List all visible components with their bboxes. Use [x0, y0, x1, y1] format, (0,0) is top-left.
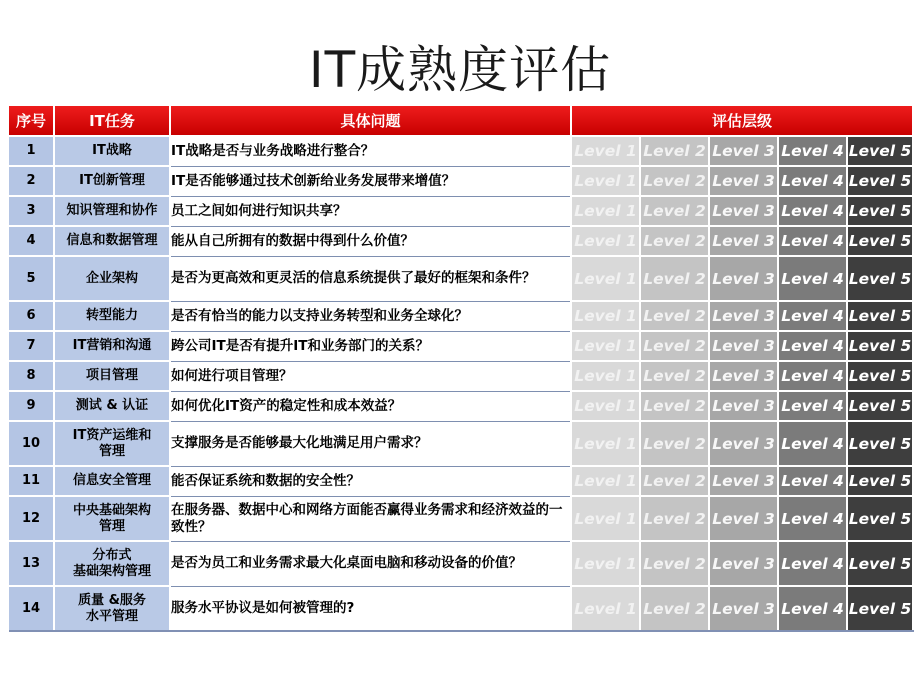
level-4-cell[interactable]: Level 4	[778, 166, 847, 196]
level-3-cell[interactable]: Level 3	[709, 196, 778, 226]
row-number: 14	[9, 586, 54, 631]
level-3-cell[interactable]: Level 3	[709, 421, 778, 466]
level-5-cell[interactable]: Level 5	[847, 331, 913, 361]
level-3-cell[interactable]: Level 3	[709, 541, 778, 586]
row-number: 1	[9, 136, 54, 166]
question: 在服务器、数据中心和网络方面能否赢得业务需求和经济效益的一致性？	[170, 496, 571, 541]
level-4-cell[interactable]: Level 4	[778, 256, 847, 301]
level-3-cell[interactable]: Level 3	[709, 331, 778, 361]
table-row	[9, 421, 913, 466]
it-task: IT创新管理	[54, 166, 170, 196]
level-2-cell[interactable]: Level 2	[640, 541, 709, 586]
it-task: 转型能力	[54, 301, 170, 331]
level-4-cell[interactable]: Level 4	[778, 466, 847, 496]
level-5-cell[interactable]: Level 5	[847, 391, 913, 421]
level-4-cell[interactable]: Level 4	[778, 301, 847, 331]
question: 是否为更高效和更灵活的信息系统提供了最好的框架和条件？	[170, 256, 571, 301]
it-task: 项目管理	[54, 361, 170, 391]
it-task: 质量 &服务 水平管理	[54, 586, 170, 631]
level-5-cell[interactable]: Level 5	[847, 496, 913, 541]
level-5-cell[interactable]: Level 5	[847, 361, 913, 391]
row-number: 4	[9, 226, 54, 256]
level-3-cell[interactable]: Level 3	[709, 466, 778, 496]
question: 是否为员工和业务需求最大化桌面电脑和移动设备的价值？	[170, 541, 571, 586]
table-row	[9, 136, 913, 166]
level-4-cell[interactable]: Level 4	[778, 541, 847, 586]
header-levels: 评估层级	[571, 106, 913, 136]
table-body	[9, 136, 913, 631]
question: 如何优化IT资产的稳定性和成本效益？	[170, 391, 571, 421]
level-3-cell[interactable]: Level 3	[709, 586, 778, 631]
level-3-cell[interactable]: Level 3	[709, 166, 778, 196]
row-number: 11	[9, 466, 54, 496]
it-task: 信息安全管理	[54, 466, 170, 496]
row-number: 9	[9, 391, 54, 421]
question: 支撑服务是否能够最大化地满足用户需求？	[170, 421, 571, 466]
question: 能从自己所拥有的数据中得到什么价值？	[170, 226, 571, 256]
level-1-cell[interactable]: Level 1	[571, 586, 640, 631]
level-3-cell[interactable]: Level 3	[709, 136, 778, 166]
level-4-cell[interactable]: Level 4	[778, 391, 847, 421]
level-1-cell[interactable]: Level 1	[571, 166, 640, 196]
it-task: 分布式 基础架构管理	[54, 541, 170, 586]
level-4-cell[interactable]: Level 4	[778, 226, 847, 256]
question: 跨公司IT是否有提升IT和业务部门的关系？	[170, 331, 571, 361]
row-number: 5	[9, 256, 54, 301]
level-1-cell[interactable]: Level 1	[571, 361, 640, 391]
level-2-cell[interactable]: Level 2	[640, 361, 709, 391]
level-2-cell[interactable]: Level 2	[640, 166, 709, 196]
level-1-cell[interactable]: Level 1	[571, 226, 640, 256]
level-3-cell[interactable]: Level 3	[709, 301, 778, 331]
level-1-cell[interactable]: Level 1	[571, 136, 640, 166]
question: IT战略是否与业务战略进行整合？	[170, 136, 571, 166]
table-row	[9, 466, 913, 496]
level-2-cell[interactable]: Level 2	[640, 391, 709, 421]
table-row	[9, 301, 913, 331]
question: 能否保证系统和数据的安全性？	[170, 466, 571, 496]
it-task: 企业架构	[54, 256, 170, 301]
level-5-cell[interactable]: Level 5	[847, 421, 913, 466]
level-5-cell[interactable]: Level 5	[847, 301, 913, 331]
question: 是否有恰当的能力以支持业务转型和业务全球化？	[170, 301, 571, 331]
it-task: 知识管理和协作	[54, 196, 170, 226]
level-1-cell[interactable]: Level 1	[571, 391, 640, 421]
level-3-cell[interactable]: Level 3	[709, 361, 778, 391]
level-1-cell[interactable]: Level 1	[571, 196, 640, 226]
table-row	[9, 586, 913, 631]
level-3-cell[interactable]: Level 3	[709, 256, 778, 301]
level-1-cell[interactable]: Level 1	[571, 421, 640, 466]
level-2-cell[interactable]: Level 2	[640, 331, 709, 361]
level-5-cell[interactable]: Level 5	[847, 256, 913, 301]
header-row	[9, 106, 913, 136]
level-2-cell[interactable]: Level 2	[640, 301, 709, 331]
question: 服务水平协议是如何被管理的?	[170, 586, 571, 631]
level-2-cell[interactable]: Level 2	[640, 466, 709, 496]
level-4-cell[interactable]: Level 4	[778, 421, 847, 466]
row-number: 6	[9, 301, 54, 331]
table-row	[9, 166, 913, 196]
level-2-cell[interactable]: Level 2	[640, 226, 709, 256]
level-5-cell[interactable]: Level 5	[847, 136, 913, 166]
level-1-cell[interactable]: Level 1	[571, 331, 640, 361]
question: 如何进行项目管理？	[170, 361, 571, 391]
level-2-cell[interactable]: Level 2	[640, 421, 709, 466]
level-4-cell[interactable]: Level 4	[778, 331, 847, 361]
table-row	[9, 256, 913, 301]
row-number: 3	[9, 196, 54, 226]
level-1-cell[interactable]: Level 1	[571, 496, 640, 541]
maturity-table	[9, 106, 914, 632]
level-1-cell[interactable]: Level 1	[571, 256, 640, 301]
page-title: IT成熟度评估	[308, 41, 612, 99]
level-2-cell[interactable]: Level 2	[640, 136, 709, 166]
it-task: 中央基础架构 管理	[54, 496, 170, 541]
level-4-cell[interactable]: Level 4	[778, 361, 847, 391]
level-3-cell[interactable]: Level 3	[709, 391, 778, 421]
table-row	[9, 496, 913, 541]
table-row	[9, 331, 913, 361]
level-5-cell[interactable]: Level 5	[847, 541, 913, 586]
row-number: 8	[9, 361, 54, 391]
level-5-cell[interactable]: Level 5	[847, 466, 913, 496]
level-2-cell[interactable]: Level 2	[640, 586, 709, 631]
level-2-cell[interactable]: Level 2	[640, 496, 709, 541]
level-2-cell[interactable]: Level 2	[640, 196, 709, 226]
row-number: 10	[9, 421, 54, 466]
question: IT是否能够通过技术创新给业务发展带来增值？	[170, 166, 571, 196]
table-row	[9, 226, 913, 256]
it-task: IT营销和沟通	[54, 331, 170, 361]
it-task: 测试 & 认证	[54, 391, 170, 421]
level-4-cell[interactable]: Level 4	[778, 136, 847, 166]
it-task: IT资产运维和 管理	[54, 421, 170, 466]
level-3-cell[interactable]: Level 3	[709, 226, 778, 256]
row-number: 13	[9, 541, 54, 586]
level-5-cell[interactable]: Level 5	[847, 196, 913, 226]
header-question: 具体问题	[170, 106, 571, 136]
level-4-cell[interactable]: Level 4	[778, 496, 847, 541]
it-task: IT战略	[54, 136, 170, 166]
header-num: 序号	[9, 106, 54, 136]
level-4-cell[interactable]: Level 4	[778, 196, 847, 226]
table-row	[9, 391, 913, 421]
row-number: 2	[9, 166, 54, 196]
level-1-cell[interactable]: Level 1	[571, 541, 640, 586]
level-1-cell[interactable]: Level 1	[571, 466, 640, 496]
level-1-cell[interactable]: Level 1	[571, 301, 640, 331]
level-3-cell[interactable]: Level 3	[709, 496, 778, 541]
question: 员工之间如何进行知识共享？	[170, 196, 571, 226]
level-4-cell[interactable]: Level 4	[778, 586, 847, 631]
level-5-cell[interactable]: Level 5	[847, 166, 913, 196]
it-task: 信息和数据管理	[54, 226, 170, 256]
row-number: 12	[9, 496, 54, 541]
level-5-cell[interactable]: Level 5	[847, 226, 913, 256]
table-row	[9, 541, 913, 586]
table-row	[9, 361, 913, 391]
level-2-cell[interactable]: Level 2	[640, 256, 709, 301]
table-row	[9, 196, 913, 226]
header-task: IT任务	[54, 106, 170, 136]
level-5-cell[interactable]: Level 5	[847, 586, 913, 631]
row-number: 7	[9, 331, 54, 361]
